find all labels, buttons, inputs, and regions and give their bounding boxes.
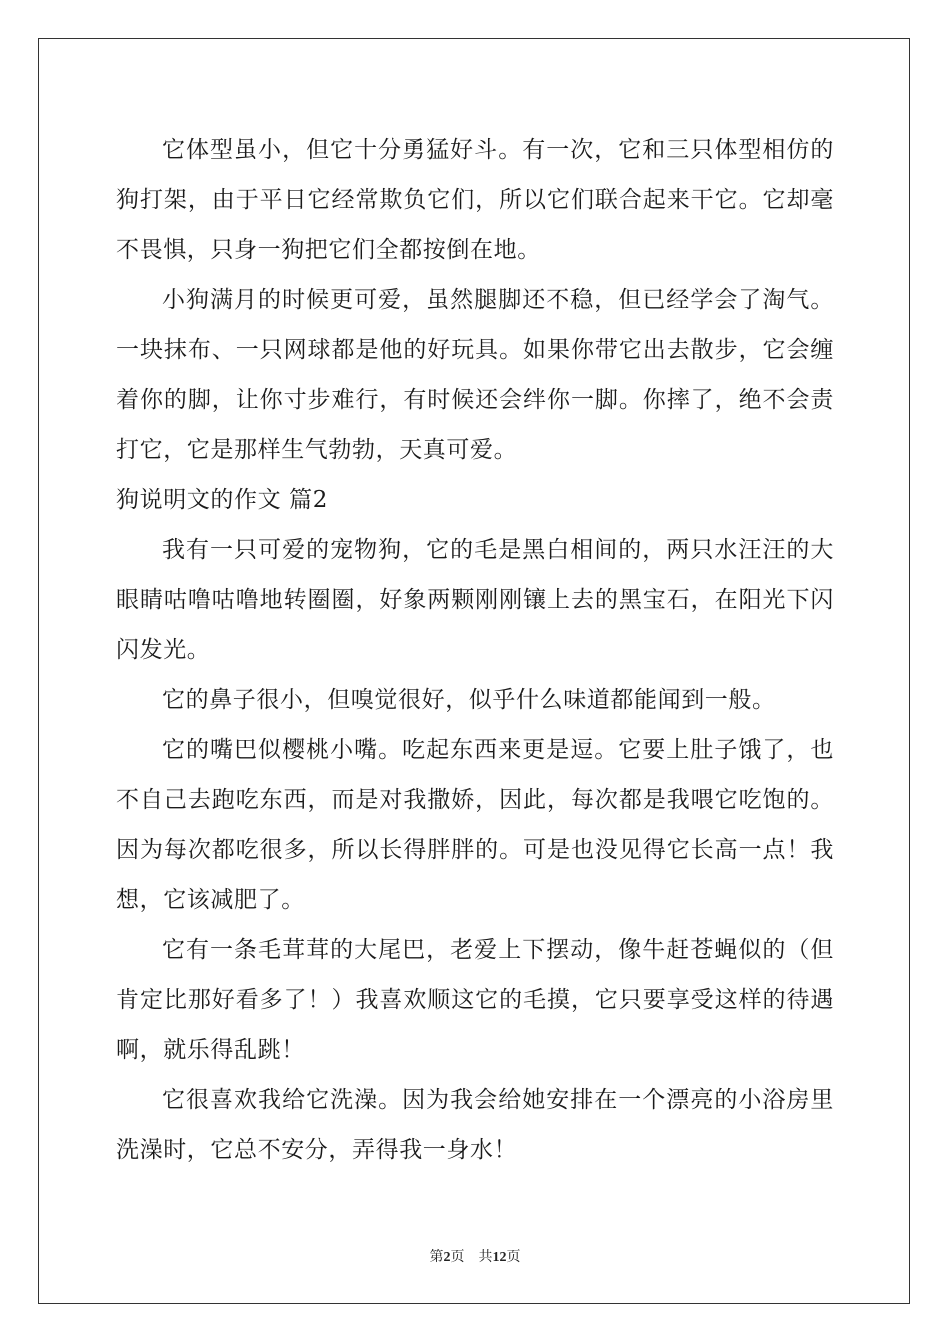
paragraph-3: 我有一只可爱的宠物狗，它的毛是黑白相间的，两只水汪汪的大眼睛咕噜咕噜地转圈圈，好象两颗刚刚镶上去的黑宝石，在阳光下闪闪发光。 (116, 537, 834, 663)
page-footer (0, 1246, 950, 1266)
page-total: 共12页 (478, 1250, 521, 1265)
paragraph-2: 小狗满月的时候更可爱，虽然腿脚还不稳，但已经学会了淘气。一块抹布、一只网球都是他的好玩具。如果你带它出去散步，它会缠着你的脚，让你寸步难行，有时候还会绊你一脚。你摔了，绝不会责打它，它是那样生气勃勃，天真可爱。 (116, 287, 834, 463)
paragraph-1: 它体型虽小，但它十分勇猛好斗。有一次，它和三只体型相仿的狗打架，由于平日它经常欺负它们，所以它们联合起来干它。它却毫不畏惧，只身一狗把它们全都按倒在地。 (116, 137, 834, 263)
paragraph-6: 它有一条毛茸茸的大尾巴，老爱上下摆动，像牛赶苍蝇似的（但肯定比那好看多了！）我喜欢顺这它的毛摸，它只要享受这样的待遇啊，就乐得乱跳！ (116, 937, 834, 1063)
paragraph-4: 它的鼻子很小，但嗅觉很好，似乎什么味道都能闻到一般。 (162, 687, 776, 713)
paragraph-5: 它的嘴巴似樱桃小嘴。吃起东西来更是逗。它要上肚子饿了，也不自己去跑吃东西，而是对我撒娇，因此，每次都是我喂它吃饱的。因为每次都吃很多，所以长得胖胖的。可是也没见得它长高一点！我想，它该减肥了。 (116, 737, 834, 913)
document-body (116, 125, 834, 1175)
paragraph-7: 它很喜欢我给它洗澡。因为我会给她安排在一个漂亮的小浴房里洗澡时，它总不安分，弄得我一身水！ (116, 1087, 834, 1163)
page-number: 第2页 (429, 1250, 465, 1265)
section-heading: 狗说明文的作文 篇2 (116, 487, 328, 513)
